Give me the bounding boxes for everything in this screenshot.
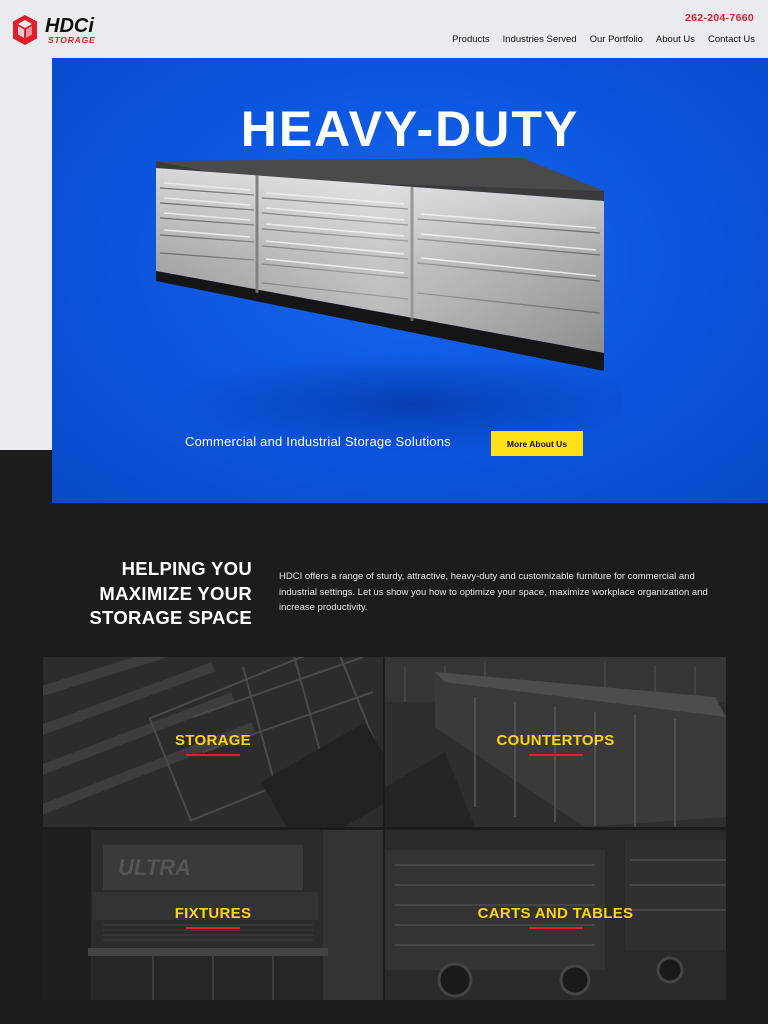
category-label: STORAGE — [174, 731, 251, 749]
category-underline — [529, 927, 583, 929]
nav-item-about-us[interactable]: About Us — [655, 34, 695, 45]
category-label: COUNTERTOPS — [496, 731, 615, 749]
hero-title: HEAVY-DUTY — [240, 101, 580, 157]
intro-heading-line-1: HELPING YOU — [121, 558, 252, 579]
hero-banner — [52, 58, 768, 503]
intro-heading — [60, 557, 252, 631]
category-grid — [43, 657, 726, 1000]
hdci-logo[interactable] — [12, 14, 124, 46]
category-underline — [186, 927, 240, 929]
category-underline — [529, 754, 583, 756]
intro-heading-line-2: MAXIMIZE YOUR — [99, 582, 252, 604]
category-tile-countertops[interactable] — [385, 657, 726, 827]
nav-item-our-portfolio[interactable]: Our Portfolio — [589, 34, 643, 45]
hero-tagline: Commercial and Industrial Storage Solutions — [185, 434, 451, 449]
logo-brand-text: HDCi — [45, 15, 94, 37]
intro-heading-line-3: STORAGE SPACE — [89, 607, 252, 628]
nav-item-products[interactable]: Products — [452, 34, 490, 45]
category-tile-carts-and-tables[interactable] — [385, 830, 726, 1000]
nav-item-contact-us[interactable]: Contact Us — [708, 34, 755, 45]
category-label: CARTS AND TABLES — [477, 904, 634, 922]
category-tile-fixtures[interactable] — [43, 830, 383, 1000]
svg-text:ULTRA: ULTRA — [118, 855, 191, 880]
logo-sub-text: STORAGE — [48, 35, 96, 45]
nav-item-industries-served[interactable]: Industries Served — [502, 34, 577, 45]
category-tile-storage[interactable] — [43, 657, 383, 827]
phone-number[interactable]: 262-204-7660 — [685, 12, 754, 24]
main-nav — [452, 34, 755, 45]
category-label: FIXTURES — [174, 904, 252, 922]
intro-body: HDCI offers a range of sturdy, attractive, heavy-duty and customizable furniture for commercial and industrial settings. Let us show you how to optimize your space, maximize workplace organization and increase productivity. — [279, 571, 708, 613]
category-underline — [186, 754, 240, 756]
more-about-us-button[interactable]: More About Us — [491, 431, 583, 456]
hexagon-cube-icon — [12, 14, 124, 46]
